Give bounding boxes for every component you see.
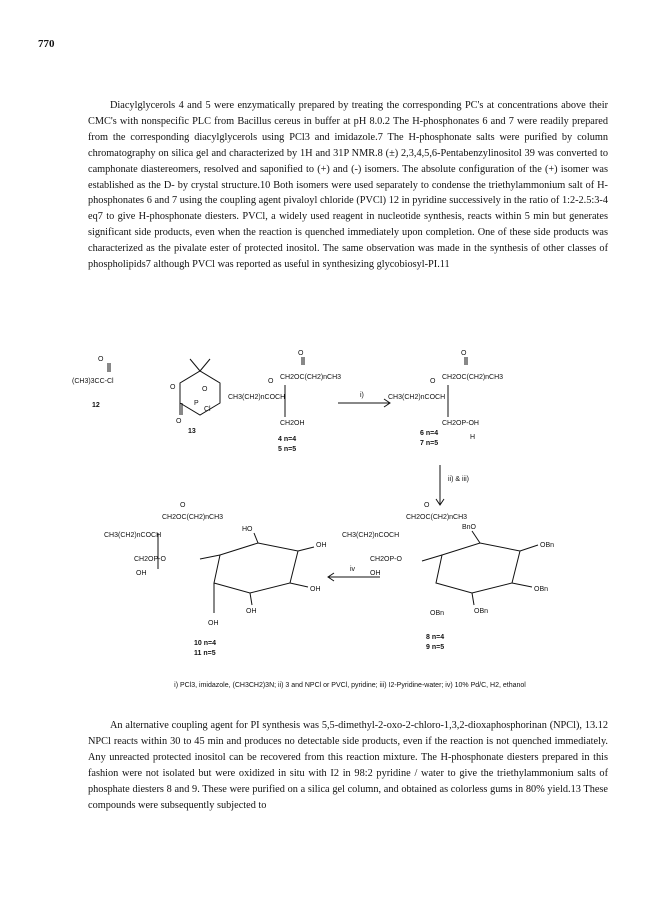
compound-5-label: 5 n=5 [278,446,297,453]
svg-text:O: O [98,356,104,363]
compound-12-label: 12 [92,402,100,409]
svg-text:O: O [180,502,186,509]
svg-text:CH2OC(CH2)nCH3: CH2OC(CH2)nCH3 [406,514,468,521]
compound-9-label: 9 n=5 [426,644,445,651]
svg-text:OH: OH [370,570,381,577]
svg-text:O: O [430,378,436,385]
svg-text:OBn: OBn [474,608,489,615]
svg-text:P: P [194,400,199,407]
svg-text:CH2OP-O: CH2OP-O [134,556,166,563]
step-iv-label: iv [350,566,356,573]
svg-text:HO: HO [242,526,253,533]
svg-text:OBn: OBn [534,586,549,593]
step-i-label: i) [360,392,364,399]
svg-text:OBn: OBn [430,610,445,617]
compound-6-label: 6 n=4 [420,430,439,437]
svg-text:O: O [170,384,176,391]
svg-text:OH: OH [316,542,327,549]
svg-text:O: O [176,418,182,425]
svg-text:OBn: OBn [540,542,555,549]
svg-text:CH2OH: CH2OH [280,420,305,427]
compound-7-label: 7 n=5 [420,440,439,447]
svg-text:CH2OP-O: CH2OP-O [370,556,402,563]
svg-text:CH3(CH2)nCOCH: CH3(CH2)nCOCH [228,394,286,401]
svg-text:BnO: BnO [462,524,477,531]
svg-text:CH2OC(CH2)nCH3: CH2OC(CH2)nCH3 [162,514,224,521]
compound-10-label: 10 n=4 [194,640,216,647]
svg-text:CH2OP-OH: CH2OP-OH [442,420,479,427]
compound-8-label: 8 n=4 [426,634,445,641]
svg-text:CH2OC(CH2)nCH3: CH2OC(CH2)nCH3 [280,374,342,381]
step-ii-iii-label: ii) & iii) [448,476,469,483]
compound-4-label: 4 n=4 [278,436,297,443]
svg-text:O: O [424,502,430,509]
compound-12-formula: (CH3)3CC-Cl [72,378,114,385]
reaction-scheme [70,350,610,695]
svg-text:CH3(CH2)nCOCH: CH3(CH2)nCOCH [104,532,162,539]
paragraph-1: Diacylglycerols 4 and 5 were enzymatically prepared by treating the corresponding PC's at concentrations above their CMC's with nonspecific PLC from Bacillus cereus in buffer at pH 8.0.2 The H-phosphonates 6 and 7 were readily prepared from the corresponding diacylglycerols using PCl3 and imidazole.7 The H-phosphonate salts were purified by column chromatography on silica gel and characterized by 1H and 31P NMR.8 (±) 2,3,4,5,6-Pentabenzylinositol 39 was converted to camphonate diastereomers, resolved and saponified to (+) and (-) isomers. The absolute configuration of the (+) isomer was established as the D- by crystal structure.10 Both isomers were used separately to condense the triethylammonium salt of H-phosphonates 6 and 7 using the coupling agent pivaloyl chloride (PVCl) 12 in pyridine successively in the ratio of 1:2-2.5:3-4 eq7 to give H-phosphonate diesters. PVCl, a widely used reagent in nucleotide synthesis, reacts within 5 min but generates significant side products, even when the reaction is quenched immediately upon completion. One of these side products was characterized as the pivalate ester of protected inositol. The same observation was made in the synthesis of other classes of phospholipids7 although PVCl was reported as useful in synthesizing glycobiosyl-PI.11 [88,100,608,271]
svg-text:Cl: Cl [204,406,211,413]
svg-text:O: O [202,386,208,393]
page-number: 770 [38,38,55,50]
svg-text:OH: OH [246,608,257,615]
svg-text:OH: OH [208,620,219,627]
svg-text:CH3(CH2)nCOCH: CH3(CH2)nCOCH [342,532,400,539]
svg-text:O: O [298,350,304,357]
svg-text:CH2OC(CH2)nCH3: CH2OC(CH2)nCH3 [442,374,504,381]
compound-11-label: 11 n=5 [194,650,216,657]
compound-13-label: 13 [188,428,196,435]
svg-text:CH3(CH2)nCOCH: CH3(CH2)nCOCH [388,394,446,401]
svg-text:H: H [470,434,476,441]
svg-text:OH: OH [310,586,321,593]
svg-text:OH: OH [136,570,147,577]
svg-text:O: O [268,378,274,385]
paragraph-2: An alternative coupling agent for PI synthesis was 5,5-dimethyl-2-oxo-2-chloro-1,3,2-dioxaphosphorinan (NPCl), 13.12 NPCl reacts within 30 to 45 min and produces no detectable side products, even if the reaction is not quenched immediately. Any unreacted protected inositol can be recovered from this reaction mixture. The H-phosphonate diesters prepared in this fashion were not isolated but were oxidized in situ with I2 in 98:2 pyridine / water to give the triethylammonium salts of phosphate diesters 8 and 9. These were purified on a silica gel column, and obtained as colorless gums in 80% yield.13 These compounds were subsequently subjected to [88,720,608,811]
scheme-caption: i) PCl3, imidazole, (CH3CH2)3N; ii) 3 and NPCl or PVCl, pyridine; iii) I2-Pyridine-water; iv) 10% Pd/C, H2, ethanol [174,682,526,689]
svg-text:O: O [461,350,467,357]
